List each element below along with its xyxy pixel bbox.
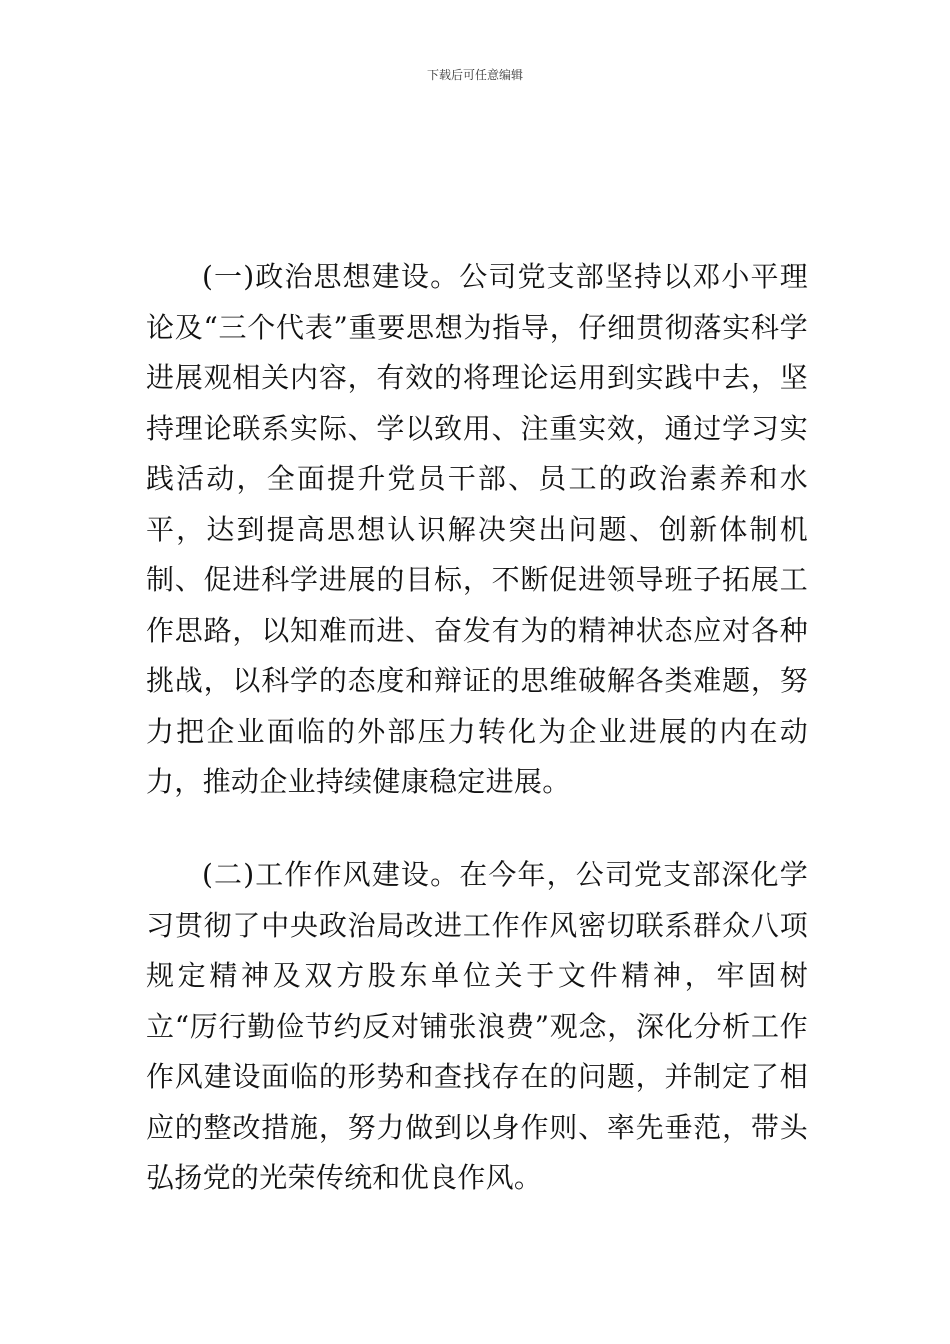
- header-note: 下载后可任意编辑: [426, 68, 523, 82]
- paragraph-political-ideology: (一)政治思想建设。公司党支部坚持以邓小平理论及“三个代表”重要思想为指导，仔细贯彻落实科学进展观相关内容，有效的将理论运用到实践中去，坚持理论联系实际、学以致用、注重实效，通过学习实践活动，全面提升党员干部、员工的政治素养和水平，达到提高思想认识解决突出问题、创新体制机制、促进科学进展的目标，不断促进领导班子拓展工作思路，以知难而进、奋发有为的精神状态应对各种挑战，以科学的态度和辩证的思维破解各类难题，努力把企业面临的外部压力转化为企业进展的内在动力，推动企业持续健康稳定进展。: [146, 260, 808, 798]
- paragraph-work-style: (二)工作作风建设。在今年，公司党支部深化学习贯彻了中央政治局改进工作作风密切联系群众八项规定精神及双方股东单位关于文件精神，牢固树立“厉行勤俭节约反对铺张浪费”观念，深化分析工作作风建设面临的形势和查找存在的问题，并制定了相应的整改措施，努力做到以身作则、率先垂范，带头弘扬党的光荣传统和优良作风。: [146, 858, 808, 1194]
